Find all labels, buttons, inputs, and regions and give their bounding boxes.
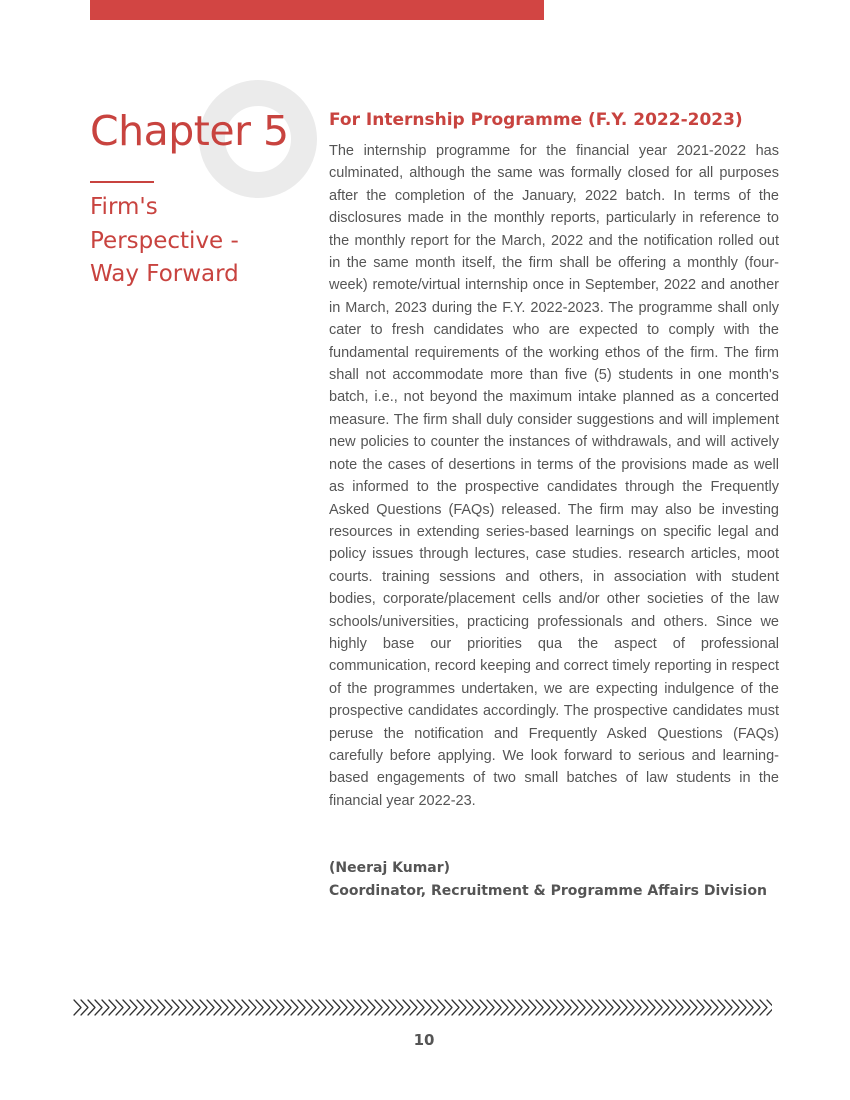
chevron-glyph xyxy=(501,1000,508,1015)
top-accent-bar xyxy=(90,0,544,20)
chevron-glyph xyxy=(298,1000,305,1015)
chevron-glyph xyxy=(753,1000,760,1015)
chevron-glyph xyxy=(676,1000,683,1015)
chevron-glyph xyxy=(305,1000,312,1015)
chevron-glyph xyxy=(347,1000,354,1015)
chevron-glyph xyxy=(319,1000,326,1015)
chevron-glyph xyxy=(291,1000,298,1015)
chevron-glyph xyxy=(431,1000,438,1015)
chevron-glyph xyxy=(627,1000,634,1015)
chevron-glyph xyxy=(221,1000,228,1015)
chevron-glyph xyxy=(578,1000,585,1015)
chevron-glyph xyxy=(284,1000,291,1015)
chevron-glyph xyxy=(389,1000,396,1015)
body-paragraph: The internship programme for the financial year 2021-2022 has culminated, although the same was formally closed for all purposes after the completion of the January, 2022 batch. In terms of the disclosures made in the monthly reports, particularly in reference to the monthly report for the March, 2022 and the notification rolled out in the same month itself, the firm shall be offering a monthly (four-week) remote/virtual internship once in September, 2022 and another in March, 2023 during the F.Y. 2022-2023. The programme shall only cater to fresh candidates who are expected to comply with the fundamental requirements of the working ethos of the firm. The firm shall not accommodate more than five (5) students in one month's batch, i.e., not beyond the maximum intake planned as a concerted measure. The firm shall duly consider suggestions and will implement new policies to counter the instances of withdrawals, and will actively note the cases of desertions in terms of the provisions made as well as informed to the prospective candidates through the Frequently Asked Questions (FAQs) released. The firm may also be investing resources in extending series-based learnings on specific legal and policy issues through lectures, case studies. research articles, moot courts. training sessions and others, in association with student bodies, corporate/placement cells and/or other societies of the law schools/universities, practicing professionals and others. Since we highly base our priorities qua the aspect of professional communication, record keeping and correct timely reporting in respect of the programmes undertaken, we are expecting indulgence of the prospective candidates accordingly. The prospective candidates must peruse the notification and Frequently Asked Questions (FAQs) carefully before applying. We look forward to serious and learning-based engagements of two small batches of law students in the financial year 2022-23. xyxy=(329,143,779,809)
chevron-glyph xyxy=(452,1000,459,1015)
chevron-glyph xyxy=(487,1000,494,1015)
signatory-name: (Neeraj Kumar) xyxy=(329,860,451,876)
chevron-glyph xyxy=(74,1000,81,1015)
chevron-glyph xyxy=(95,1000,102,1015)
signature-block xyxy=(329,857,767,902)
chevron-glyph xyxy=(172,1000,179,1015)
chevron-glyph xyxy=(606,1000,613,1015)
chevron-glyph xyxy=(242,1000,249,1015)
chevron-glyph xyxy=(536,1000,543,1015)
chevron-glyph xyxy=(697,1000,704,1015)
chevron-glyph xyxy=(725,1000,732,1015)
chevron-glyph xyxy=(634,1000,641,1015)
chevron-glyph xyxy=(123,1000,130,1015)
chevron-glyph xyxy=(424,1000,431,1015)
chevron-glyph xyxy=(655,1000,662,1015)
chevron-glyph xyxy=(557,1000,564,1015)
chevron-glyph xyxy=(592,1000,599,1015)
chevron-glyph xyxy=(277,1000,284,1015)
signatory-designation: Coordinator, Recruitment & Programme Affairs Division xyxy=(329,882,767,899)
chevron-glyph xyxy=(662,1000,669,1015)
chevron-glyph xyxy=(186,1000,193,1015)
chevron-glyph xyxy=(270,1000,277,1015)
chevron-glyph xyxy=(109,1000,116,1015)
chevron-glyph xyxy=(459,1000,466,1015)
chevron-glyph xyxy=(648,1000,655,1015)
chevron-glyph xyxy=(515,1000,522,1015)
chevron-glyph xyxy=(88,1000,95,1015)
chevron-glyph xyxy=(375,1000,382,1015)
chevron-glyph xyxy=(137,1000,144,1015)
chevron-glyph xyxy=(529,1000,536,1015)
chevron-glyph xyxy=(522,1000,529,1015)
chevron-glyph xyxy=(760,1000,767,1015)
title-underline xyxy=(90,181,154,183)
chevron-glyph xyxy=(249,1000,256,1015)
chevron-glyph xyxy=(767,1000,772,1015)
chevron-glyph xyxy=(543,1000,550,1015)
chevron-glyph xyxy=(473,1000,480,1015)
chevron-glyph xyxy=(410,1000,417,1015)
chevron-glyph xyxy=(333,1000,340,1015)
chevron-glyph xyxy=(354,1000,361,1015)
chevron-glyph xyxy=(739,1000,746,1015)
chevron-glyph xyxy=(494,1000,501,1015)
chevron-glyph xyxy=(165,1000,172,1015)
chevron-glyph xyxy=(116,1000,123,1015)
chevron-glyph xyxy=(641,1000,648,1015)
chevron-glyph xyxy=(438,1000,445,1015)
chevron-glyph xyxy=(403,1000,410,1015)
chevron-glyph xyxy=(228,1000,235,1015)
chevron-glyph xyxy=(508,1000,515,1015)
chevron-glyph xyxy=(690,1000,697,1015)
chapter-title: Chapter 5 xyxy=(90,107,289,155)
chevron-glyph xyxy=(263,1000,270,1015)
chevron-glyph xyxy=(550,1000,557,1015)
chevron-glyph xyxy=(704,1000,711,1015)
section-heading: For Internship Programme (F.Y. 2022-2023) xyxy=(329,110,743,130)
chevron-glyph xyxy=(669,1000,676,1015)
chevron-glyph xyxy=(326,1000,333,1015)
chevron-glyph xyxy=(564,1000,571,1015)
chapter-subtitle: Firm's Perspective - Way Forward xyxy=(90,194,239,287)
chevron-glyph xyxy=(445,1000,452,1015)
chevron-glyph xyxy=(746,1000,753,1015)
chevron-glyph xyxy=(151,1000,158,1015)
chevron-glyph xyxy=(417,1000,424,1015)
chevron-glyph xyxy=(207,1000,214,1015)
chevron-glyph xyxy=(340,1000,347,1015)
chevron-glyph xyxy=(396,1000,403,1015)
chevron-glyph xyxy=(718,1000,725,1015)
chevron-glyph xyxy=(382,1000,389,1015)
chevron-glyph xyxy=(200,1000,207,1015)
chevron-glyph xyxy=(214,1000,221,1015)
chevron-glyph xyxy=(585,1000,592,1015)
chevron-glyph xyxy=(620,1000,627,1015)
chevron-glyph xyxy=(613,1000,620,1015)
chevron-glyph xyxy=(732,1000,739,1015)
chevron-glyph xyxy=(235,1000,242,1015)
chevron-glyph xyxy=(102,1000,109,1015)
chevron-glyph xyxy=(711,1000,718,1015)
chevron-glyph xyxy=(368,1000,375,1015)
chevron-glyph xyxy=(179,1000,186,1015)
chevron-glyph xyxy=(130,1000,137,1015)
chevron-glyph xyxy=(683,1000,690,1015)
chevron-glyph xyxy=(256,1000,263,1015)
chevron-divider xyxy=(72,994,772,1024)
chevron-glyph xyxy=(158,1000,165,1015)
chevron-glyph xyxy=(312,1000,319,1015)
chevron-glyph xyxy=(361,1000,368,1015)
chevron-glyph xyxy=(193,1000,200,1015)
chevron-glyph xyxy=(571,1000,578,1015)
chevron-glyph xyxy=(144,1000,151,1015)
chevron-glyph xyxy=(81,1000,88,1015)
chevron-glyph xyxy=(480,1000,487,1015)
chevron-glyph xyxy=(599,1000,606,1015)
page-number: 10 xyxy=(413,1031,435,1049)
chevron-glyph xyxy=(466,1000,473,1015)
